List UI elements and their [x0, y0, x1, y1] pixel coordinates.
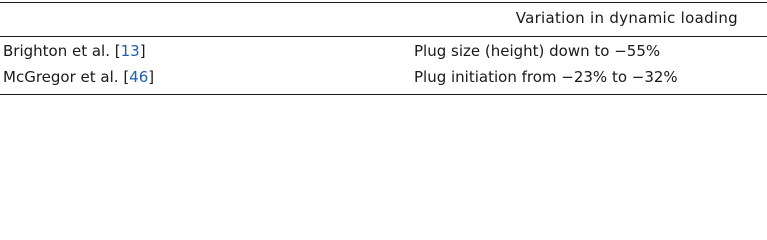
author-name: Brighton et al.: [3, 42, 110, 60]
table-row-1-variation: Plug size (height) down to −55%: [414, 42, 661, 60]
results-table: [0, 0, 767, 98]
table-row-2-variation: Plug initiation from −23% to −32%: [414, 68, 678, 86]
table-top-rule: [0, 2, 767, 3]
citation-link[interactable]: 13: [120, 42, 140, 60]
citation-bracket-open: [: [123, 68, 130, 86]
citation-bracket-close: ]: [148, 68, 155, 86]
citation-bracket-open: [: [114, 42, 121, 60]
table-header-rule: [0, 36, 767, 37]
table-bottom-rule: [0, 94, 767, 95]
citation-bracket-close: ]: [139, 42, 146, 60]
table-row-1-reference: [3, 42, 146, 60]
table-row-2-reference: [3, 68, 154, 86]
column-header-variation: Variation in dynamic loading: [515, 9, 738, 27]
citation-link[interactable]: 46: [129, 68, 149, 86]
author-name: McGregor et al.: [3, 68, 119, 86]
